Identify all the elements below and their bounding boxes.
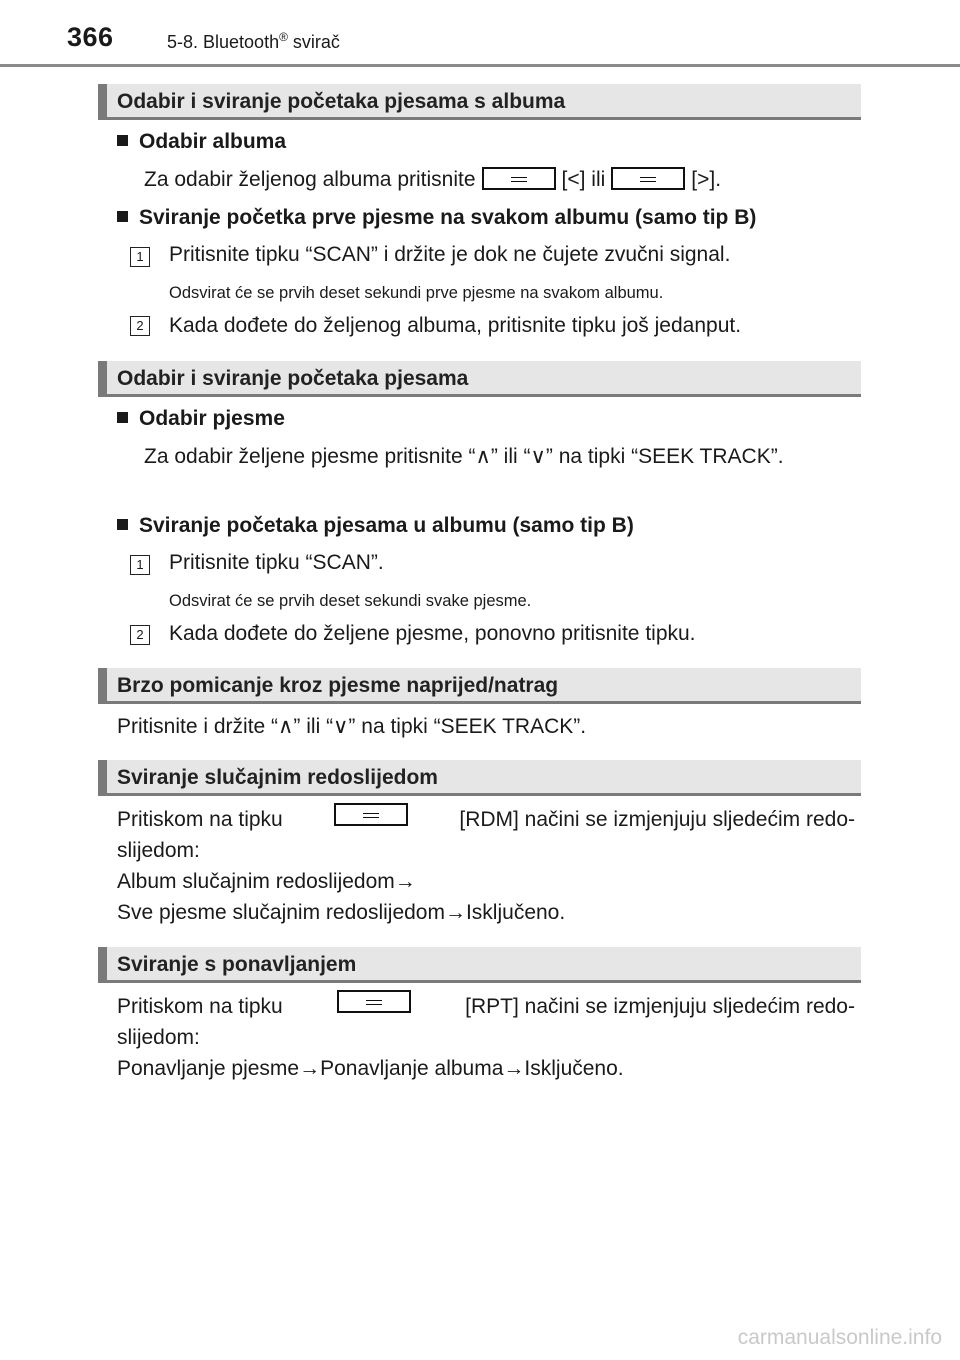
section-heading-track-scan: Odabir i sviranje početaka pjesama bbox=[98, 361, 861, 397]
step-number-box: 2 bbox=[130, 625, 150, 645]
panel-button-icon bbox=[334, 803, 408, 826]
album-select-text: Za odabir željenog albuma pritisnite [<] ili [>]. bbox=[144, 168, 722, 191]
step-number-box: 1 bbox=[130, 555, 150, 575]
random-text-line1: Pritiskom na tipku [RDM] načini se izmjenjuju sljedećim redo- bbox=[117, 805, 855, 835]
section-heading-random: Sviranje slučajnim redoslijedom bbox=[98, 760, 861, 796]
random-sequence-2: Sve pjesme slučajnim redoslijedom→Isključeno. bbox=[117, 901, 566, 924]
bullet-square-icon bbox=[117, 519, 128, 530]
step-text: Kada dođete do željenog albuma, pritisnite tipku još jedanput. bbox=[169, 314, 742, 337]
random-sequence-1: Album slučajnim redoslijedom→ bbox=[117, 870, 416, 893]
panel-button-icon bbox=[337, 990, 411, 1013]
step-text: Pritisnite tipku “SCAN”. bbox=[169, 551, 384, 574]
repeat-text-line1: Pritiskom na tipku [RPT] načini se izmjenjuju sljedećim redo- bbox=[117, 992, 855, 1022]
subheading-track-select: Odabir pjesme bbox=[117, 404, 285, 434]
subheading-album-select: Odabir albuma bbox=[117, 127, 286, 157]
chapter-title: 5-8. Bluetooth® svirač bbox=[167, 30, 340, 52]
repeat-text-line2: slijedom: bbox=[117, 1026, 200, 1049]
panel-button-icon bbox=[482, 167, 556, 190]
page-number: 366 bbox=[67, 22, 114, 52]
subheading-album-scan: Sviranje početka prve pjesme na svakom albumu (samo tip B) bbox=[117, 203, 756, 233]
subheading-track-scan: Sviranje početaka pjesama u albumu (samo tip B) bbox=[117, 511, 634, 541]
step-number-box: 1 bbox=[130, 247, 150, 267]
step-text: Kada dođete do željene pjesme, ponovno pritisnite tipku. bbox=[169, 622, 696, 645]
registered-mark: ® bbox=[279, 30, 288, 44]
section-heading-fast-forward: Brzo pomicanje kroz pjesme naprijed/natrag bbox=[98, 668, 861, 704]
panel-button-icon bbox=[611, 167, 685, 190]
step-number-box: 2 bbox=[130, 316, 150, 336]
random-text-line2: slijedom: bbox=[117, 839, 200, 862]
step-note: Odsvirat će se prvih deset sekundi svake pjesme. bbox=[169, 592, 532, 610]
bullet-square-icon bbox=[117, 412, 128, 423]
section-heading-repeat: Sviranje s ponavljanjem bbox=[98, 947, 861, 983]
track-select-text: Za odabir željene pjesme pritisnite “∧” ili “∨” na tipki “SEEK TRACK”. bbox=[144, 445, 784, 468]
header-rule bbox=[0, 64, 960, 67]
step-text: Pritisnite tipku “SCAN” i držite je dok ne čujete zvučni signal. bbox=[169, 243, 731, 266]
section-heading-album-scan: Odabir i sviranje početaka pjesama s albuma bbox=[98, 84, 861, 120]
bullet-square-icon bbox=[117, 211, 128, 222]
page-header bbox=[0, 0, 960, 70]
repeat-sequence: Ponavljanje pjesme→Ponavljanje albuma→Isključeno. bbox=[117, 1057, 624, 1080]
watermark: carmanualsonline.info bbox=[737, 1326, 942, 1349]
step-note: Odsvirat će se prvih deset sekundi prve pjesme na svakom albumu. bbox=[169, 284, 664, 302]
fast-forward-text: Pritisnite i držite “∧” ili “∨” na tipki “SEEK TRACK”. bbox=[117, 715, 587, 738]
bullet-square-icon bbox=[117, 135, 128, 146]
